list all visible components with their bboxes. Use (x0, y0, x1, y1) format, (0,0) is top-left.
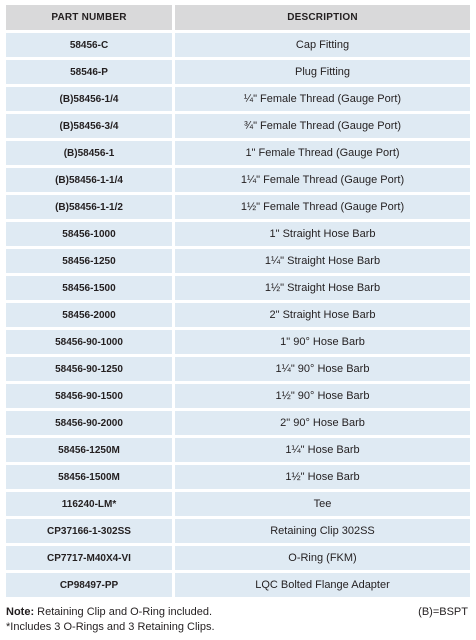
description-cell: LQC Bolted Flange Adapter (175, 573, 470, 600)
bspt-legend: (B)=BSPT (418, 606, 468, 618)
description-cell: 1¼" 90° Hose Barb (175, 357, 470, 384)
part-number-cell: 58456-1500M (6, 465, 175, 492)
part-number-cell: (B)58456-1-1/4 (6, 168, 175, 195)
part-number-cell: 116240-LM* (6, 492, 175, 519)
table-row (6, 303, 470, 330)
table-body (6, 33, 470, 600)
table-row (6, 60, 470, 87)
table-row (6, 573, 470, 600)
table-row (6, 141, 470, 168)
part-number-cell: (B)58456-3/4 (6, 114, 175, 141)
table-row (6, 168, 470, 195)
description-cell: Plug Fitting (175, 60, 470, 87)
part-number-cell: 58456-C (6, 33, 175, 60)
description-cell: 1¼" Straight Hose Barb (175, 249, 470, 276)
description-cell: Tee (175, 492, 470, 519)
description-cell: 1½" Female Thread (Gauge Port) (175, 195, 470, 222)
table-row (6, 438, 470, 465)
description-cell: Cap Fitting (175, 33, 470, 60)
table-row (6, 384, 470, 411)
table-row (6, 330, 470, 357)
header-part-number: PART NUMBER (6, 5, 175, 33)
description-cell: 1½" Hose Barb (175, 465, 470, 492)
description-cell: 1¼" Hose Barb (175, 438, 470, 465)
description-cell: 2" 90° Hose Barb (175, 411, 470, 438)
notes-section (6, 605, 468, 635)
description-cell: 1½" 90° Hose Barb (175, 384, 470, 411)
description-cell: 2" Straight Hose Barb (175, 303, 470, 330)
footnote-line: *Includes 3 O-Rings and 3 Retaining Clips. (6, 621, 215, 633)
parts-table-container (6, 5, 470, 600)
part-number-cell: CP37166-1-302SS (6, 519, 175, 546)
note-label: Note: (6, 606, 35, 618)
table-row (6, 222, 470, 249)
table-row (6, 195, 470, 222)
part-number-cell: 58456-1250 (6, 249, 175, 276)
part-number-cell: 58456-1500 (6, 276, 175, 303)
table-row (6, 492, 470, 519)
note-text: Retaining Clip and O-Ring included. (34, 606, 213, 618)
part-number-cell: 58456-90-1500 (6, 384, 175, 411)
part-number-cell: 58456-90-2000 (6, 411, 175, 438)
table-row (6, 411, 470, 438)
table-row (6, 276, 470, 303)
table-header-row (6, 5, 470, 33)
parts-table (6, 5, 470, 600)
description-cell: 1" 90° Hose Barb (175, 330, 470, 357)
part-number-cell: 58456-90-1250 (6, 357, 175, 384)
description-cell: 1½" Straight Hose Barb (175, 276, 470, 303)
part-number-cell: 58456-1000 (6, 222, 175, 249)
table-row (6, 465, 470, 492)
part-number-cell: 58456-2000 (6, 303, 175, 330)
description-cell: ¼" Female Thread (Gauge Port) (175, 87, 470, 114)
part-number-cell: CP7717-M40X4-VI (6, 546, 175, 573)
table-row (6, 87, 470, 114)
description-cell: 1¼" Female Thread (Gauge Port) (175, 168, 470, 195)
table-row (6, 33, 470, 60)
note-line (6, 605, 468, 620)
description-cell: O-Ring (FKM) (175, 546, 470, 573)
header-description: DESCRIPTION (175, 5, 470, 33)
part-number-cell: 58546-P (6, 60, 175, 87)
table-row (6, 249, 470, 276)
description-cell: ¾" Female Thread (Gauge Port) (175, 114, 470, 141)
part-number-cell: (B)58456-1-1/2 (6, 195, 175, 222)
part-number-cell: 58456-1250M (6, 438, 175, 465)
part-number-cell: CP98497-PP (6, 573, 175, 600)
description-cell: 1" Straight Hose Barb (175, 222, 470, 249)
table-row (6, 357, 470, 384)
part-number-cell: 58456-90-1000 (6, 330, 175, 357)
table-row (6, 114, 470, 141)
table-row (6, 546, 470, 573)
description-cell: Retaining Clip 302SS (175, 519, 470, 546)
description-cell: 1" Female Thread (Gauge Port) (175, 141, 470, 168)
part-number-cell: (B)58456-1/4 (6, 87, 175, 114)
part-number-cell: (B)58456-1 (6, 141, 175, 168)
table-row (6, 519, 470, 546)
